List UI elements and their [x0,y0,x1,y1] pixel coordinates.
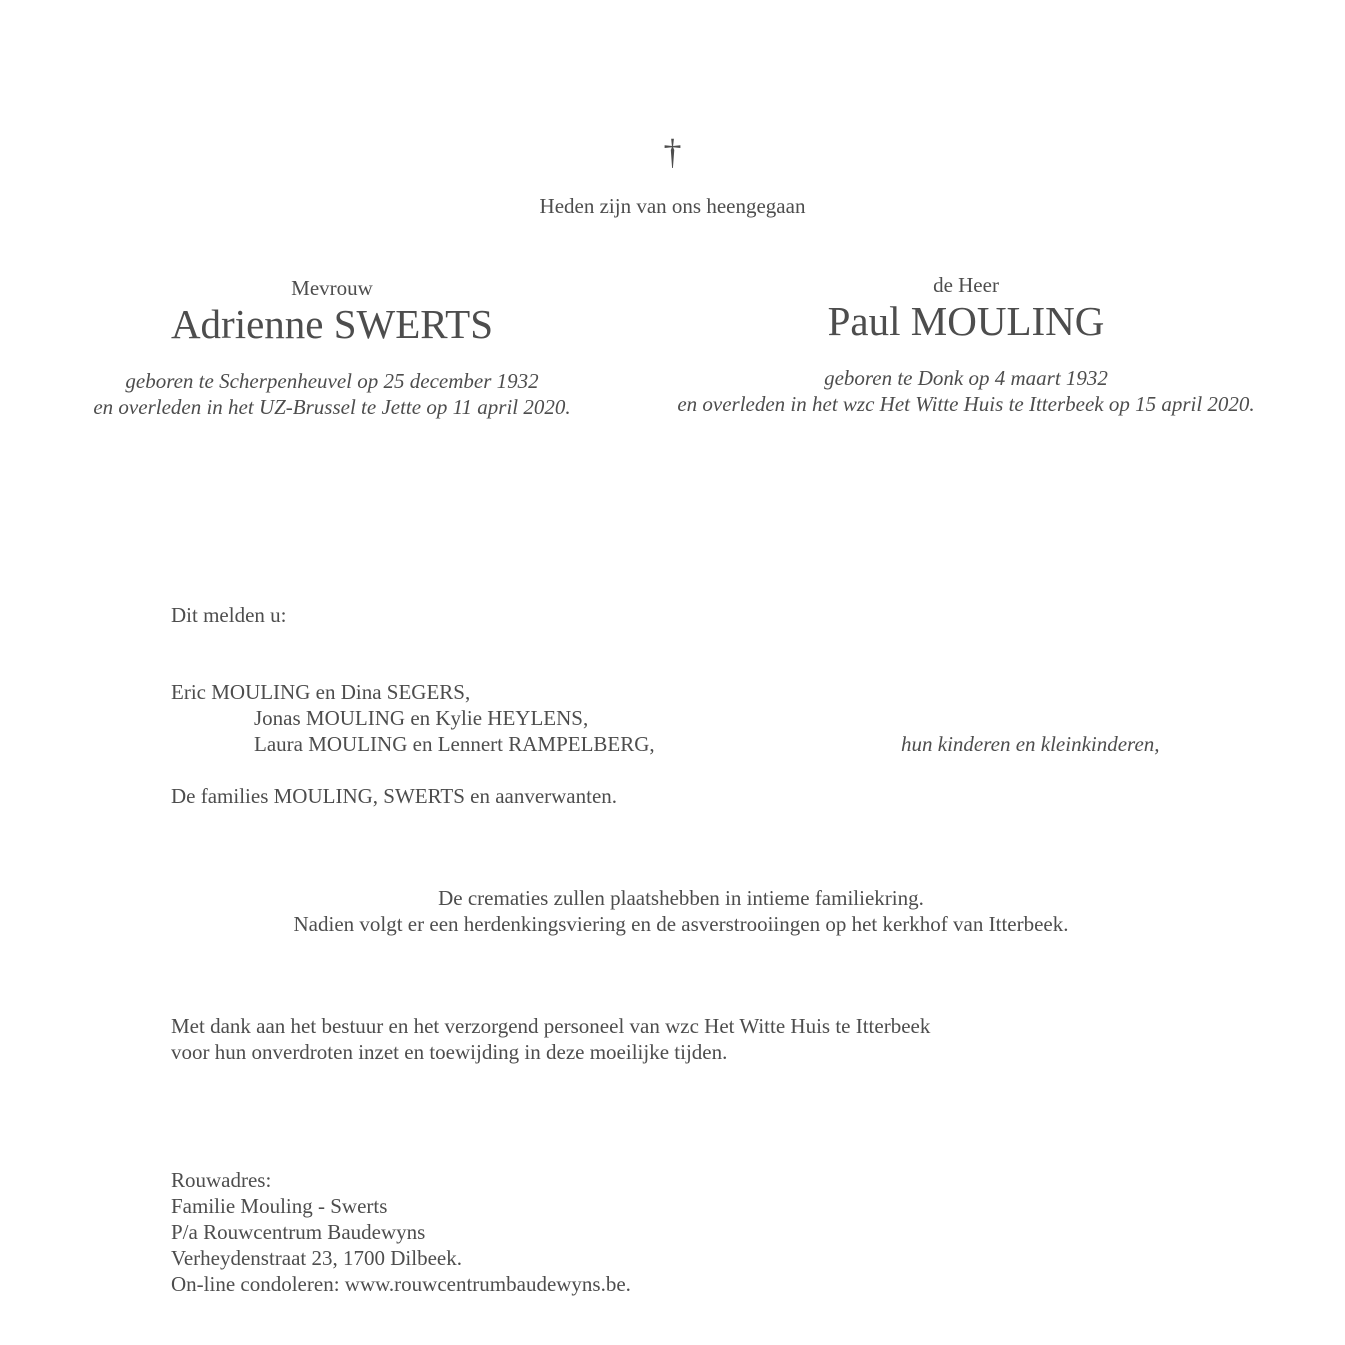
family-line: Eric MOULING en Dina SEGERS, [171,680,471,704]
honorific: Mevrouw [291,276,373,300]
deceased-name: Adrienne SWERTS [170,301,494,347]
address-label: Rouwadres: [171,1168,272,1192]
thanks-line: voor hun onverdroten inzet en toewijding in deze moeilijke tijden. [171,1040,728,1064]
honorific: de Heer [933,273,999,297]
intro-text: Heden zijn van ons heengegaan [539,194,806,218]
family-line: Laura MOULING en Lennert RAMPELBERG, [254,732,655,756]
deceased-block-right [636,272,1296,417]
ceremony-block [0,885,1345,937]
deceased-dates [2,368,662,420]
relation-text: hun kinderen en kleinkinderen, [901,732,1160,756]
deceased-name: Paul MOULING [827,298,1105,344]
address-line: Verheydenstraat 23, 1700 Dilbeek. [171,1246,462,1270]
birth-line: geboren te Donk op 4 maart 1932 [824,366,1108,390]
address-line: P/a Rouwcentrum Baudewyns [171,1220,426,1244]
ceremony-line: De crematies zullen plaatshebben in intieme familiekring. [438,886,924,910]
family-line: Jonas MOULING en Kylie HEYLENS, [254,706,589,730]
death-line: en overleden in het wzc Het Witte Huis te Itterbeek op 15 april 2020. [677,392,1255,416]
death-line: en overleden in het UZ-Brussel te Jette op 11 april 2020. [93,395,571,419]
deceased-block-left [2,275,662,420]
ceremony-line: Nadien volgt er een herdenkingsviering en de asverstrooiingen op het kerkhof van Itterbeek. [293,912,1069,936]
address-block [171,1167,631,1297]
deceased-dates [636,365,1296,417]
announcement-intro: Dit melden u: [171,603,287,627]
cross-icon: † [663,132,682,172]
families-line: De families MOULING, SWERTS en aanverwanten. [171,784,618,808]
thanks-line: Met dank aan het bestuur en het verzorgend personeel van wzc Het Witte Huis te Itterbeek [171,1014,931,1038]
address-line: Familie Mouling - Swerts [171,1194,388,1218]
birth-line: geboren te Scherpenheuvel op 25 december 1932 [125,369,539,393]
condolence-line: On-line condoleren: www.rouwcentrumbaudewyns.be. [171,1272,631,1296]
thanks-block [171,1013,930,1065]
